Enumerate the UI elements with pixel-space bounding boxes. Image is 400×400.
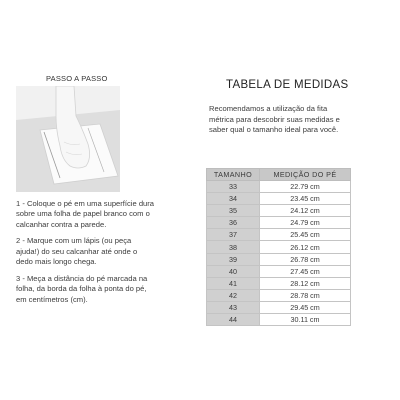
header-foot-measure: MEDIÇÃO DO PÉ bbox=[260, 169, 351, 181]
size-cell: 37 bbox=[207, 229, 260, 241]
step-1: 1 - Coloque o pé em uma superfície dura sobre uma folha de papel branco com o calcanhar contra a parede. bbox=[16, 199, 155, 229]
foot-measure-cell: 22.79 cm bbox=[260, 181, 351, 193]
instructions bbox=[16, 199, 156, 311]
foot-measure-cell: 30.11 cm bbox=[260, 314, 351, 326]
size-table bbox=[206, 168, 351, 326]
table-row bbox=[207, 229, 351, 241]
table-row bbox=[207, 205, 351, 217]
size-cell: 35 bbox=[207, 205, 260, 217]
foot-measuring-photo bbox=[16, 86, 120, 192]
foot-measure-cell: 24.79 cm bbox=[260, 217, 351, 229]
table-row bbox=[207, 301, 351, 313]
step-2: 2 - Marque com um lápis (ou peça ajuda!) do seu calcanhar até onde o dedo mais longo chega. bbox=[16, 236, 138, 267]
foot-measure-cell: 26.12 cm bbox=[260, 241, 351, 253]
foot-measure-cell: 23.45 cm bbox=[260, 193, 351, 205]
foot-measure-cell: 29.45 cm bbox=[260, 301, 351, 313]
foot-on-paper-illustration bbox=[16, 86, 120, 192]
size-cell: 33 bbox=[207, 181, 260, 193]
size-table-title: TABELA DE MEDIDAS bbox=[226, 79, 349, 91]
size-cell: 43 bbox=[207, 301, 260, 313]
header-size: TAMANHO bbox=[207, 169, 260, 181]
table-row bbox=[207, 181, 351, 193]
foot-measure-cell: 28.12 cm bbox=[260, 277, 351, 289]
step-by-step-heading: PASSO A PASSO bbox=[46, 74, 108, 83]
table-row bbox=[207, 241, 351, 253]
size-cell: 34 bbox=[207, 193, 260, 205]
size-table-intro: Recomendamos a utilização da fita métrica para descobrir suas medidas e saber qual o tamanho ideal para você. bbox=[209, 104, 340, 135]
foot-measure-cell: 26.78 cm bbox=[260, 253, 351, 265]
foot-measure-cell: 24.12 cm bbox=[260, 205, 351, 217]
size-cell: 38 bbox=[207, 241, 260, 253]
table-row bbox=[207, 193, 351, 205]
size-cell: 39 bbox=[207, 253, 260, 265]
table-row bbox=[207, 217, 351, 229]
table-row bbox=[207, 277, 351, 289]
foot-measure-cell: 28.78 cm bbox=[260, 289, 351, 301]
foot-measure-cell: 27.45 cm bbox=[260, 265, 351, 277]
size-table-header-row bbox=[207, 169, 351, 181]
size-cell: 40 bbox=[207, 265, 260, 277]
foot-measure-cell: 25.45 cm bbox=[260, 229, 351, 241]
table-row bbox=[207, 314, 351, 326]
table-row bbox=[207, 253, 351, 265]
size-cell: 42 bbox=[207, 289, 260, 301]
size-cell: 41 bbox=[207, 277, 260, 289]
table-row bbox=[207, 265, 351, 277]
step-3: 3 - Meça a distância do pé marcada na folha, da borda da folha à ponta do pé, em centímetros (cm). bbox=[16, 273, 148, 304]
table-row bbox=[207, 289, 351, 301]
size-cell: 44 bbox=[207, 314, 260, 326]
size-cell: 36 bbox=[207, 217, 260, 229]
